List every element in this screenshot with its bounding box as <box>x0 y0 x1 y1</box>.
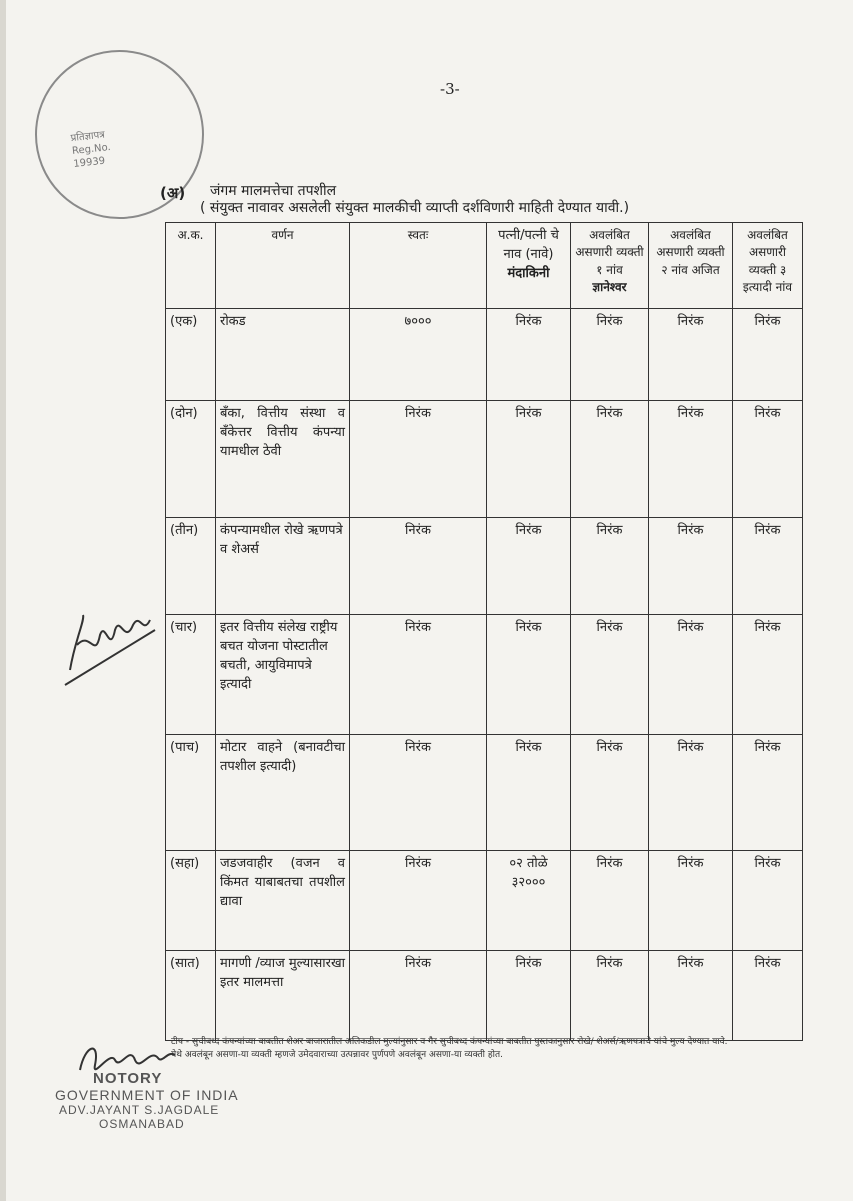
footnote <box>171 1036 801 1062</box>
notary-title: NOTORY <box>93 1070 163 1087</box>
header-self-text: स्वतः <box>407 228 429 242</box>
row-description: मागणी /व्याज मुल्यासारखा इतर मालमत्ता <box>216 951 350 1041</box>
row-description: इतर वित्तीय संलेख राष्ट्रीय बचत योजना पोस्टातील बचती, आयुविमापत्रे इत्यादी <box>216 615 350 735</box>
cell-dependent-3: निरंक <box>733 735 803 851</box>
footnote-line-2: येथे अवलंबून असणा-या व्यक्ती म्हणजे उमेदवाराच्या उत्पन्नावर पुर्णपणे अवलंबून असणा-या व्यक्ती होत. <box>171 1050 503 1061</box>
cell-dependent-3: निरंक <box>733 518 803 615</box>
footnote-line-1: टीप - सुचीबध्द कंपन्यांच्या बाबतीत शेअर बाजारातील अलिकडील मुल्यांनुसार व गैर सुचीबध्द कंपन्यांच्या बाबतीत पुस्तकानुसार रोखे/ शेअर्स/ऋणपत्राचे यांचे मुल्य देण्यात यावे. <box>171 1037 728 1047</box>
table-row <box>166 951 803 1041</box>
cell-dependent-2: निरंक <box>649 851 733 951</box>
cell-spouse: ०२ तोळे ३२००० <box>487 851 571 951</box>
cell-spouse: निरंक <box>487 309 571 401</box>
cell-spouse: निरंक <box>487 615 571 735</box>
cell-self: निरंक <box>350 735 487 851</box>
row-description: कंपन्यामधील रोखे ऋणपत्रे व शेअर्स <box>216 518 350 615</box>
seal-line-1: प्रतिज्ञापत्र <box>70 129 106 145</box>
header-dependent-1-name: ज्ञानेश्वर <box>592 280 627 295</box>
header-dependent-2 <box>649 223 733 309</box>
cell-dependent-2: निरंक <box>649 518 733 615</box>
table-row <box>166 518 803 615</box>
row-serial: (दोन) <box>166 401 216 518</box>
table-header-row <box>166 223 803 309</box>
table-row <box>166 735 803 851</box>
header-description-text: वर्णन <box>271 228 294 242</box>
cell-self: निरंक <box>350 851 487 951</box>
header-dependent-1 <box>571 223 649 309</box>
cell-dependent-3: निरंक <box>733 401 803 518</box>
row-description: जडजवाहीर (वजन व किंमत याबाबतचा तपशील द्यावा <box>216 851 350 951</box>
cell-dependent-1: निरंक <box>571 951 649 1041</box>
cell-self: निरंक <box>350 401 487 518</box>
row-serial: (तीन) <box>166 518 216 615</box>
header-dependent-3 <box>733 223 803 309</box>
cell-dependent-2: निरंक <box>649 615 733 735</box>
seal-line-3: 19939 <box>72 155 106 170</box>
header-dependent-1-text: अवलंबित असणारी व्यक्ती १ नांव <box>575 228 644 277</box>
row-serial: (चार) <box>166 615 216 735</box>
table-row <box>166 851 803 951</box>
cell-dependent-3: निरंक <box>733 615 803 735</box>
cell-dependent-2: निरंक <box>649 951 733 1041</box>
table-row <box>166 401 803 518</box>
cell-dependent-1: निरंक <box>571 401 649 518</box>
cell-dependent-1: निरंक <box>571 309 649 401</box>
seal-line-2: Reg.No. <box>71 142 112 157</box>
cell-spouse: निरंक <box>487 735 571 851</box>
cell-spouse: निरंक <box>487 518 571 615</box>
header-spouse-text: पत्नी/पत्नी चे नाव (नावे) <box>498 228 559 262</box>
cell-dependent-2: निरंक <box>649 401 733 518</box>
notary-name: ADV.JAYANT S.JAGDALE <box>59 1103 220 1117</box>
header-spouse <box>487 223 571 309</box>
cell-dependent-3: निरंक <box>733 851 803 951</box>
row-serial: (पाच) <box>166 735 216 851</box>
header-sr-text: अ.क. <box>177 228 204 242</box>
row-serial: (एक) <box>166 309 216 401</box>
header-dependent-2-text: अवलंबित असणारी व्यक्ती २ नांव अजित <box>656 228 725 277</box>
notary-place: OSMANABAD <box>99 1117 185 1131</box>
cell-spouse: निरंक <box>487 951 571 1041</box>
row-description: रोकड <box>216 309 350 401</box>
notary-stamp <box>45 1070 239 1131</box>
cell-dependent-3: निरंक <box>733 309 803 401</box>
header-sr <box>166 223 216 309</box>
row-serial: (सात) <box>166 951 216 1041</box>
cell-self: निरंक <box>350 518 487 615</box>
cell-dependent-3: निरंक <box>733 951 803 1041</box>
page-margin-shadow <box>0 0 6 1201</box>
table-row <box>166 615 803 735</box>
notary-government: GOVERNMENT OF INDIA <box>55 1087 239 1103</box>
section-subtitle: ( संयुक्त नावावर असलेली संयुक्त मालकीची व्याप्ती दर्शविणारी माहिती देण्यात यावी.) <box>200 200 630 216</box>
section-letter: (अ) <box>160 184 186 202</box>
movable-assets-table <box>165 222 803 1041</box>
row-description: मोटार वाहने (बनावटीचा तपशील इत्यादी) <box>216 735 350 851</box>
header-description <box>216 223 350 309</box>
header-spouse-name: मंदाकिनी <box>507 265 550 281</box>
cell-dependent-1: निरंक <box>571 518 649 615</box>
cell-dependent-1: निरंक <box>571 615 649 735</box>
cell-spouse: निरंक <box>487 401 571 518</box>
cell-self: निरंक <box>350 615 487 735</box>
row-description: बँका, वित्तीय संस्था व बँकेत्तर वित्तीय कंपन्या यामधील ठेवी <box>216 401 350 518</box>
signature-left-margin <box>55 600 165 690</box>
cell-dependent-1: निरंक <box>571 735 649 851</box>
notary-seal-text <box>70 128 113 171</box>
cell-dependent-2: निरंक <box>649 735 733 851</box>
cell-self: ७००० <box>350 309 487 401</box>
cell-dependent-1: निरंक <box>571 851 649 951</box>
page-number: -3- <box>440 80 460 98</box>
cell-dependent-2: निरंक <box>649 309 733 401</box>
table-row <box>166 309 803 401</box>
header-self <box>350 223 487 309</box>
row-serial: (सहा) <box>166 851 216 951</box>
header-dependent-3-text: अवलंबित असणारी व्यक्ती ३ इत्यादी नांव <box>742 228 793 295</box>
section-title: जंगम मालमत्तेचा तपशील <box>210 183 337 199</box>
cell-self: निरंक <box>350 951 487 1041</box>
